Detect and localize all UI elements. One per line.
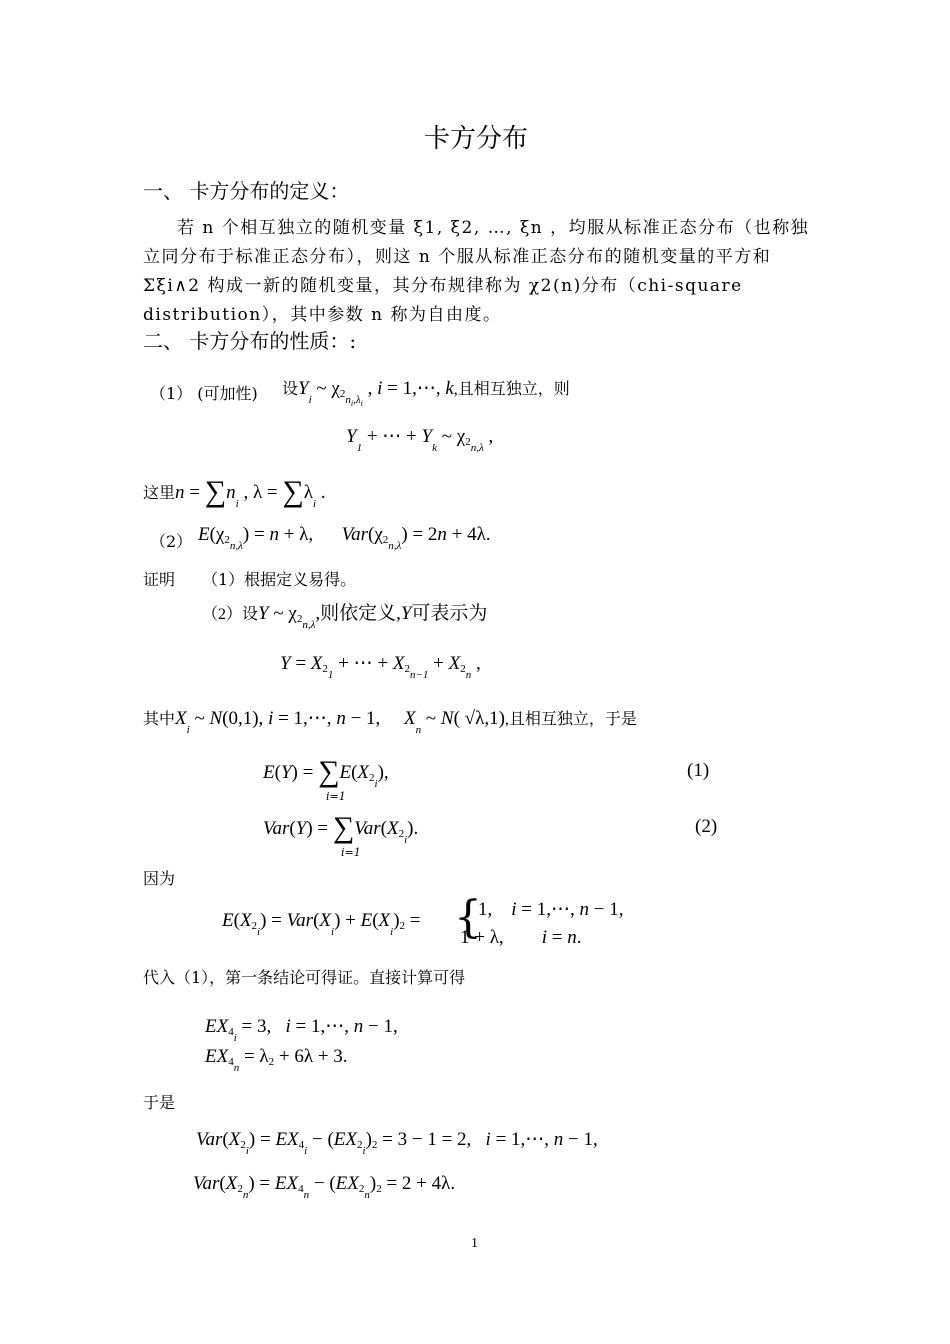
piecewise-brace: {	[454, 892, 482, 943]
where-text: 其中	[143, 711, 176, 728]
variance-result-2: $Var(X2_n) = EX4_n - (EX2_n)2 = 2 + 4\lambda$.	[193, 1173, 456, 1201]
property-1-label: （1） (可加性)	[150, 384, 258, 403]
section-heading-definition: 一、 卡方分布的定义：	[143, 179, 350, 203]
second-moment-equation: $E(X2_i) = Var(X_i) + E(X_i)2$ =	[222, 910, 421, 938]
where-clause: 其中$X_i$ ~ N(0,1), i = 1,⋯, n − 1, $X_n$ ~ N( √λ,1),且相互独立，于是	[143, 708, 637, 736]
parameter-definition: 这里$n = \sum n_i$ , $\lambda = \sum\lambda_i$ .	[143, 475, 326, 510]
variance-equation: $Var(Y) = \sum Var(X2_i)$.	[263, 811, 419, 846]
definition-paragraph: 若 n 个相互独立的随机变量 ξ1, ξ2, …, ξn ，均服从标准正态分布（也称独立同分布于标准正态分布），则这 n 个服从标准正态分布的随机变量的平方和Σξi∧2 构成一新的随机变量，其分布规律称为 χ2(n)分布（chi-square distribution），其中参数 n 称为自由度。	[143, 218, 810, 325]
page-title: 卡方分布	[424, 124, 529, 154]
piecewise-case-2: 1 + λ, i = n.	[460, 927, 582, 948]
proof-part-2-intro: （2）设Y ~ $\chi 2_{n,\lambda}$,则依定义,Y可表示为	[202, 603, 488, 631]
property-2-formula: $E(\chi 2_{n,\lambda}) = n + \lambda$, $Var(\chi 2_{n,\lambda}) = 2n + 4\lambda$.	[198, 524, 491, 552]
equation-number-1: (1)	[687, 760, 710, 781]
sum-lower-limit-1: i=1	[326, 790, 346, 803]
fourth-moment-equation-1: $EX4_i = 3$, i = 1,⋯, n − 1,	[205, 1016, 398, 1044]
proof-part-1: （1）根据定义易得。	[202, 570, 357, 589]
proof-2-text2: 可表示为	[411, 603, 488, 624]
variance-result-1: $Var(X2_i) = EX4_i - (EX2_i)2 = 3 - 1 = 2$, i = 1,⋯, n − 1,	[196, 1129, 598, 1157]
proof-2-text: ,则依定义,	[315, 603, 401, 624]
condition-text: ,且相互独立，则	[453, 381, 570, 398]
y-decomposition: $Y = X2_1$ + ⋯ + $X2_{n-1} + X2_n$ ,	[280, 653, 481, 681]
property-1-formula: 设$Y_i$ ~ $\chi 2_{n_i,\lambda_i}$ , i = 1,⋯, k,且相互独立，则	[282, 378, 570, 409]
fourth-moment-equation-2: $EX4_n = \lambda 2 + 6\lambda + 3$.	[205, 1046, 348, 1074]
piecewise-case-1: 1, i = 1,⋯, n − 1,	[478, 899, 624, 920]
sum-lower-limit-2: i=1	[341, 846, 361, 859]
expectation-equation: $E(Y) = \sum E(X2_i)$,	[263, 755, 389, 790]
set-text: 设	[282, 381, 299, 398]
because-text: 因为	[143, 869, 176, 888]
proof-2-label: （2）设	[202, 606, 259, 623]
where-condition-text: ,且相互独立，于是	[504, 711, 637, 728]
equation-number-2: (2)	[695, 816, 718, 837]
so-text: 于是	[143, 1093, 176, 1112]
proof-label: 证明	[143, 570, 176, 589]
section-heading-properties: 二、 卡方分布的性质：:	[143, 329, 357, 353]
page-number: 1	[471, 1236, 478, 1251]
substitute-text: 代入（1），第一条结论可得证。直接计算可得	[143, 968, 466, 987]
here-text: 这里	[143, 485, 176, 502]
additivity-formula: $Y_1$ + ⋯ + $Y_k$ ~ $\chi 2_{n,\lambda}$ ,	[346, 426, 494, 454]
property-2-label: （2）	[150, 532, 193, 551]
